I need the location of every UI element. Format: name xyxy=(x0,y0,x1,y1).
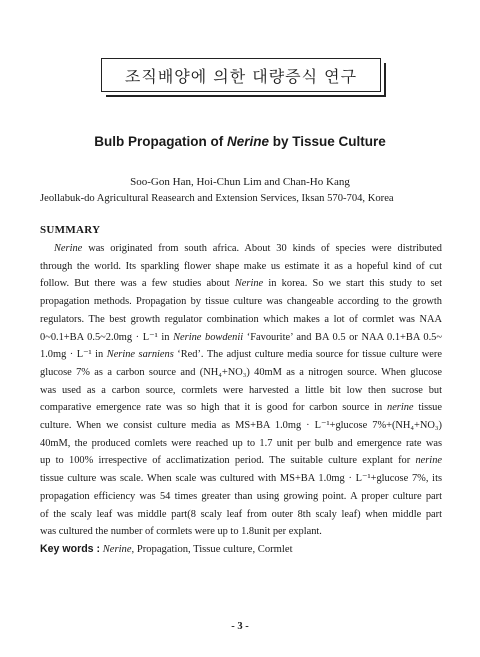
abstract-italic-term: nerine xyxy=(387,402,414,414)
abstract-body xyxy=(40,240,442,541)
abstract-italic-term: Nerine xyxy=(234,278,264,290)
abstract-line xyxy=(40,435,442,453)
summary-heading: SUMMARY xyxy=(40,224,101,236)
abstract-text: glucose 7% as a carbon source and (NH₄+NO₃) 40mM as a nitrogen source. When glucose xyxy=(40,366,442,378)
english-title-prefix: Bulb Propagation of xyxy=(94,134,224,149)
abstract-line xyxy=(40,275,442,293)
affiliation: Jeollabuk-do Agricultural Reasearch and Extension Services, Iksan 570-704, Korea xyxy=(40,193,394,204)
abstract-text: culture. When we consist culture media as MS+BA 1.0mg · L⁻¹+glucose 7%+(NH₄+NO₃) xyxy=(40,420,442,432)
abstract-italic-term: Nerine sarniens xyxy=(106,349,174,361)
abstract-line xyxy=(40,329,442,347)
abstract-text: follow. But there was a few studies about xyxy=(40,278,235,290)
abstract-line xyxy=(40,399,442,417)
abstract-line xyxy=(40,293,442,311)
keywords-rest: , Propagation, Tissue culture, Cormlet xyxy=(131,544,293,555)
authors: Soo-Gon Han, Hoi-Chun Lim and Chan-Ho Kang xyxy=(130,176,350,188)
abstract-text: comparative emergence rate was so high that it is good for carbon source in xyxy=(40,402,387,414)
abstract-line xyxy=(40,346,442,364)
abstract-italic-term: Nerine bowdenii xyxy=(173,331,244,343)
abstract-text: of the scaly leaf was middle part(8 scaly leaf from outer 8th scaly leaf) when middle part xyxy=(40,508,442,520)
abstract-line xyxy=(40,488,442,506)
abstract-text: tissue xyxy=(413,402,442,414)
abstract-text: 40mM, the produced comlets were reached up to 1.7 unit per bulb and emergence rate was xyxy=(40,437,442,449)
abstract-text: propagation methods. Propagation by tissue culture was changeable according to the growth xyxy=(40,296,442,308)
abstract-text: 0~0.1+BA 0.5~2.0mg · L⁻¹ in xyxy=(40,331,174,343)
abstract-line xyxy=(40,364,442,382)
page-number: - 3 - xyxy=(231,621,249,632)
abstract-text: was cultured the number of cormlets were up to 1.8unit per explant. xyxy=(40,526,322,538)
abstract-text: propagation efficiency was 54 times greater than using growing point. A proper culture part xyxy=(40,490,442,502)
korean-title-box xyxy=(101,58,381,92)
english-title xyxy=(0,134,480,149)
abstract-text: was used as a carbon source, cormlets were harvested a little bit low then sucrose but xyxy=(40,384,442,396)
abstract-text: 1.0mg · L⁻¹ in xyxy=(40,349,107,361)
abstract-line xyxy=(40,523,442,541)
abstract-line xyxy=(40,470,442,488)
abstract-line xyxy=(40,452,442,470)
abstract-line xyxy=(40,506,442,524)
abstract-text: ‘Favourite’ and BA 0.5 or NAA 0.1+BA 0.5~ xyxy=(243,331,442,343)
abstract-italic-term: nerine xyxy=(415,455,442,467)
abstract-text: tissue culture was scale. When scale was cultured with MS+BA 1.0mg · L⁻¹+glucose 7%, its xyxy=(40,473,442,485)
abstract-line xyxy=(40,240,442,258)
english-title-suffix: by Tissue Culture xyxy=(272,134,386,149)
abstract-text: ‘Red’. The adjust culture media source for tissue culture were xyxy=(173,349,442,361)
abstract-line xyxy=(40,258,442,276)
korean-title: 조직배양에 의한 대량증식 연구 xyxy=(124,66,358,86)
abstract-text: in korea. So we start this study to set xyxy=(263,278,442,290)
english-title-genus: Nerine xyxy=(226,134,269,149)
keywords xyxy=(40,543,293,555)
abstract-line xyxy=(40,311,442,329)
abstract-text: was originated from south africa. About 30 kinds of species were distributed xyxy=(82,243,442,254)
abstract-text: regulators. The best growth regulator combination which makes a lot of cormlet was NAA xyxy=(40,313,442,325)
keywords-genus: Nerine xyxy=(102,544,132,555)
abstract-line xyxy=(40,382,442,400)
abstract-italic-term: Nerine xyxy=(54,243,83,254)
keywords-label: Key words : xyxy=(40,543,101,555)
abstract-text: through the world. Its sparkling flower shape make us estimate it as a hopeful kind of cut xyxy=(40,260,442,272)
abstract-text: up to 100% irrespective of acclimatization period. The suitable culture explant for xyxy=(40,455,416,467)
abstract-line xyxy=(40,417,442,435)
